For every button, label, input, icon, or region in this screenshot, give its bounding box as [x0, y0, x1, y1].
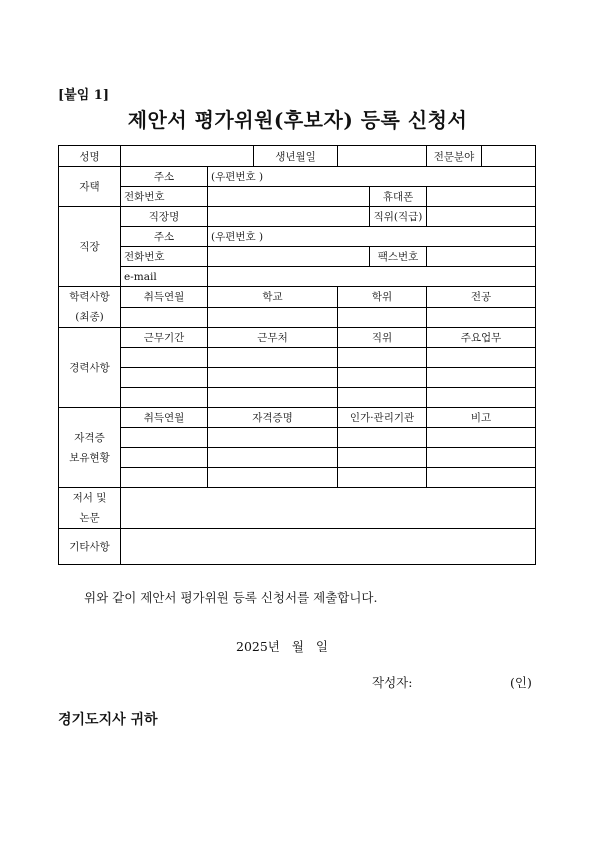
- education-label-line-1: 학력사항: [69, 291, 110, 303]
- publications-label-line-2: 논문: [79, 512, 100, 524]
- education-col-date: 취득연월: [121, 287, 208, 308]
- certificate-cell[interactable]: [338, 448, 427, 468]
- career-cell[interactable]: [121, 368, 208, 388]
- education-cell[interactable]: [208, 307, 338, 328]
- education-col-school: 학교: [208, 287, 338, 308]
- certificate-cell[interactable]: [121, 428, 208, 448]
- writer-label: 작성자:: [372, 675, 413, 690]
- publications-label-line-1: 저서 및: [72, 492, 107, 504]
- career-col-workplace: 근무처: [208, 328, 338, 348]
- certificate-cell[interactable]: [208, 468, 338, 488]
- education-col-degree: 학위: [338, 287, 427, 308]
- certificate-cell[interactable]: [338, 428, 427, 448]
- submission-date: 2025년 월 일: [236, 639, 328, 654]
- position-label: 직위(직급): [370, 207, 427, 227]
- other-field[interactable]: [121, 529, 536, 565]
- career-cell[interactable]: [427, 348, 536, 368]
- home-phone-label: 전화번호: [121, 187, 208, 207]
- education-cell[interactable]: [427, 307, 536, 328]
- page-title: 제안서 평가위원(후보자) 등록 신청서: [127, 108, 468, 132]
- work-phone-label: 전화번호: [121, 247, 208, 267]
- other-label: 기타사항: [59, 529, 121, 565]
- email-label: e-mail: [121, 267, 208, 287]
- education-label-line-2: (최종): [75, 311, 104, 323]
- certificate-cell[interactable]: [121, 468, 208, 488]
- education-cell[interactable]: [338, 307, 427, 328]
- attachment-label: [붙임 1]: [58, 88, 109, 103]
- career-col-period: 근무기간: [121, 328, 208, 348]
- publications-label: [59, 488, 121, 529]
- career-cell[interactable]: [121, 388, 208, 408]
- work-address-field[interactable]: (우편번호 ): [208, 227, 536, 247]
- field-label: 전문분야: [427, 146, 482, 167]
- certificate-col-name: 자격증명: [208, 408, 338, 428]
- certificate-cell[interactable]: [338, 468, 427, 488]
- certificate-cell[interactable]: [427, 428, 536, 448]
- submission-statement: 위와 같이 제안서 평가위원 등록 신청서를 제출합니다.: [84, 590, 378, 605]
- workplace-field[interactable]: [208, 207, 370, 227]
- certificate-section-label: [59, 408, 121, 488]
- certificate-cell[interactable]: [427, 468, 536, 488]
- field-field[interactable]: [482, 146, 536, 167]
- birth-field[interactable]: [338, 146, 427, 167]
- seal-label: (인): [510, 675, 532, 690]
- email-field[interactable]: [208, 267, 536, 287]
- name-field[interactable]: [121, 146, 254, 167]
- career-cell[interactable]: [208, 368, 338, 388]
- home-address-field[interactable]: (우편번호 ): [208, 167, 536, 187]
- career-cell[interactable]: [338, 388, 427, 408]
- career-cell[interactable]: [121, 348, 208, 368]
- home-address-label: 주소: [121, 167, 208, 187]
- certificate-cell[interactable]: [208, 428, 338, 448]
- position-field[interactable]: [427, 207, 536, 227]
- certificate-label-line-1: 자격증: [74, 431, 105, 444]
- certificate-col-date: 취득연월: [121, 408, 208, 428]
- career-cell[interactable]: [338, 348, 427, 368]
- publications-field[interactable]: [121, 488, 536, 529]
- home-section-label: 자택: [59, 167, 121, 207]
- birth-label: 생년월일: [254, 146, 338, 167]
- career-cell[interactable]: [427, 368, 536, 388]
- education-cell[interactable]: [121, 307, 208, 328]
- certificate-cell[interactable]: [121, 448, 208, 468]
- career-cell[interactable]: [208, 388, 338, 408]
- certificate-col-issuer: 인가·관리기관: [338, 408, 427, 428]
- workplace-label: 직장명: [121, 207, 208, 227]
- work-phone-field[interactable]: [208, 247, 370, 267]
- addressee: 경기도지사 귀하: [58, 712, 158, 728]
- career-cell[interactable]: [208, 348, 338, 368]
- application-form-table: [58, 145, 536, 565]
- education-section-label: [59, 287, 121, 328]
- career-cell[interactable]: [427, 388, 536, 408]
- certificate-cell[interactable]: [208, 448, 338, 468]
- fax-label: 팩스번호: [370, 247, 427, 267]
- career-col-duties: 주요업무: [427, 328, 536, 348]
- certificate-label-line-2: 보유현황: [69, 451, 110, 464]
- education-col-major: 전공: [427, 287, 536, 308]
- career-section-label: 경력사항: [59, 328, 121, 408]
- career-col-position: 직위: [338, 328, 427, 348]
- mobile-field[interactable]: [427, 187, 536, 207]
- work-section-label: 직장: [59, 207, 121, 287]
- fax-field[interactable]: [427, 247, 536, 267]
- certificate-col-remarks: 비고: [427, 408, 536, 428]
- work-address-label: 주소: [121, 227, 208, 247]
- home-phone-field[interactable]: [208, 187, 370, 207]
- certificate-cell[interactable]: [427, 448, 536, 468]
- name-label: 성명: [59, 146, 121, 167]
- career-cell[interactable]: [338, 368, 427, 388]
- mobile-label: 휴대폰: [370, 187, 427, 207]
